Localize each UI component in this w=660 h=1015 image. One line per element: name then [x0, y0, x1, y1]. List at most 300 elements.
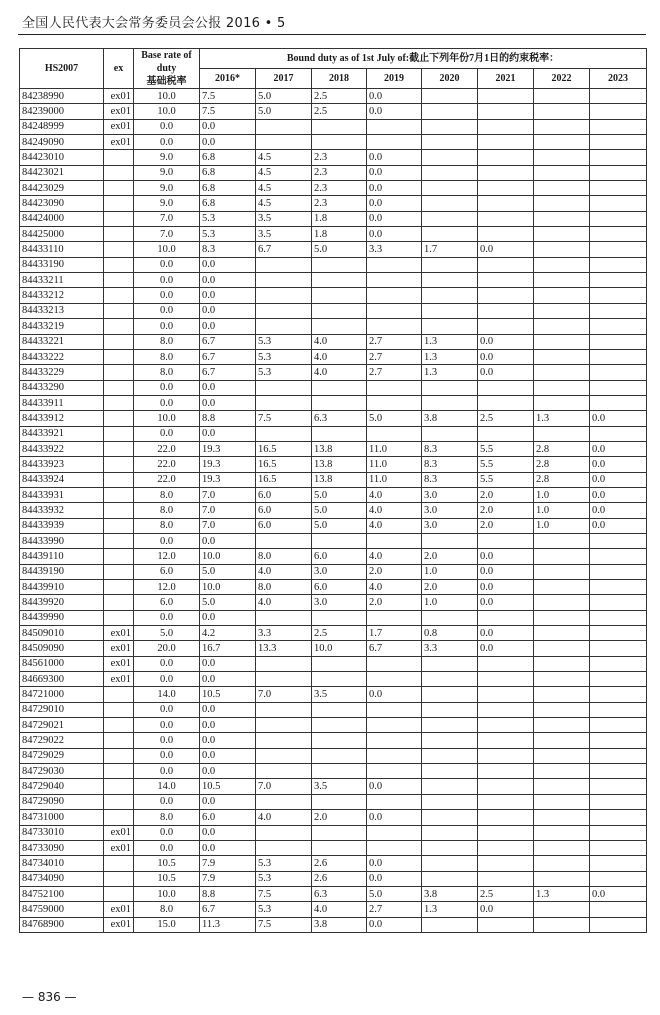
bound-duty-cell	[590, 702, 647, 717]
bound-duty-cell: 5.3	[256, 334, 312, 349]
bound-duty-cell: 7.9	[200, 871, 256, 886]
bound-duty-cell: 4.0	[312, 334, 367, 349]
bound-duty-cell	[590, 917, 647, 932]
table-row	[20, 472, 647, 487]
bound-duty-cell: 1.3	[422, 902, 478, 917]
bound-duty-cell: 0.0	[367, 779, 422, 794]
bound-duty-cell	[478, 794, 534, 809]
bound-duty-cell: 0.0	[200, 135, 256, 150]
hs-code-cell: 84729021	[20, 718, 104, 733]
bound-duty-cell	[590, 119, 647, 134]
base-rate-cell: 7.0	[134, 211, 200, 226]
bound-duty-cell: 1.3	[422, 349, 478, 364]
bound-duty-cell: 2.5	[312, 104, 367, 119]
bound-duty-cell	[422, 840, 478, 855]
bound-duty-cell: 1.7	[367, 626, 422, 641]
bound-duty-cell	[422, 257, 478, 272]
bound-duty-cell: 3.3	[422, 641, 478, 656]
ex-cell: ex01	[104, 917, 134, 932]
table-row	[20, 119, 647, 134]
bound-duty-cell	[534, 257, 590, 272]
bound-duty-cell	[478, 135, 534, 150]
table-row	[20, 718, 647, 733]
bound-duty-cell	[590, 626, 647, 641]
table-row	[20, 641, 647, 656]
base-rate-cell: 10.5	[134, 856, 200, 871]
bound-duty-cell	[367, 702, 422, 717]
bound-duty-cell	[534, 871, 590, 886]
ex-cell: ex01	[104, 104, 134, 119]
bound-duty-cell: 0.0	[367, 227, 422, 242]
ex-cell	[104, 610, 134, 625]
table-row	[20, 810, 647, 825]
ex-cell	[104, 794, 134, 809]
bound-duty-cell: 6.7	[367, 641, 422, 656]
bound-duty-cell: 16.5	[256, 441, 312, 456]
bound-duty-cell	[534, 748, 590, 763]
hs-code-cell: 84433221	[20, 334, 104, 349]
bound-duty-cell: 0.0	[367, 165, 422, 180]
bound-duty-cell	[478, 119, 534, 134]
bound-duty-cell	[422, 672, 478, 687]
bound-duty-cell: 2.0	[478, 518, 534, 533]
bound-duty-cell: 8.0	[256, 580, 312, 595]
table-row	[20, 779, 647, 794]
bound-duty-cell	[478, 856, 534, 871]
hs-code-cell: 84433939	[20, 518, 104, 533]
bound-duty-cell	[478, 104, 534, 119]
bound-duty-cell: 16.5	[256, 472, 312, 487]
bound-duty-cell: 0.0	[200, 426, 256, 441]
bound-duty-cell	[478, 764, 534, 779]
ex-cell	[104, 518, 134, 533]
bound-duty-cell	[422, 702, 478, 717]
bound-duty-cell: 13.8	[312, 472, 367, 487]
bound-duty-cell: 4.5	[256, 181, 312, 196]
bound-duty-cell: 0.0	[590, 487, 647, 502]
bound-duty-cell: 1.0	[422, 564, 478, 579]
bound-duty-cell	[590, 196, 647, 211]
table-row	[20, 487, 647, 502]
base-rate-cell: 0.0	[134, 380, 200, 395]
bound-duty-cell	[312, 672, 367, 687]
bound-duty-cell: 0.0	[200, 288, 256, 303]
bound-duty-cell	[534, 395, 590, 410]
hs-code-cell: 84433110	[20, 242, 104, 257]
base-rate-cell: 0.0	[134, 672, 200, 687]
bound-duty-cell: 5.3	[256, 856, 312, 871]
table-row	[20, 181, 647, 196]
bound-duty-cell	[478, 227, 534, 242]
bound-duty-cell	[534, 288, 590, 303]
bound-duty-cell	[422, 718, 478, 733]
bound-duty-cell	[422, 748, 478, 763]
hs-code-cell: 84433219	[20, 319, 104, 334]
hs-code-cell: 84423029	[20, 181, 104, 196]
bound-duty-cell	[590, 748, 647, 763]
bound-duty-cell: 2.8	[534, 472, 590, 487]
ex-cell	[104, 687, 134, 702]
ex-cell	[104, 733, 134, 748]
bound-duty-cell: 0.0	[200, 764, 256, 779]
bound-duty-cell: 8.3	[422, 441, 478, 456]
ex-cell	[104, 810, 134, 825]
bound-duty-cell: 5.5	[478, 441, 534, 456]
table-row	[20, 349, 647, 364]
bound-duty-cell	[478, 779, 534, 794]
bound-duty-cell	[478, 288, 534, 303]
bound-duty-cell: 6.8	[200, 165, 256, 180]
bound-duty-cell: 13.8	[312, 441, 367, 456]
bound-duty-cell: 3.0	[312, 564, 367, 579]
base-rate-cell: 14.0	[134, 687, 200, 702]
tariff-table-body	[20, 89, 647, 933]
bound-duty-cell	[534, 764, 590, 779]
bound-duty-cell	[422, 733, 478, 748]
bound-duty-cell: 1.0	[422, 595, 478, 610]
bound-duty-cell	[256, 319, 312, 334]
bound-duty-cell	[478, 319, 534, 334]
base-rate-cell: 15.0	[134, 917, 200, 932]
bound-duty-cell	[312, 273, 367, 288]
bound-duty-cell	[367, 395, 422, 410]
table-row	[20, 902, 647, 917]
bound-duty-cell	[367, 533, 422, 548]
bound-duty-cell: 2.3	[312, 181, 367, 196]
bound-duty-cell	[534, 610, 590, 625]
base-rate-header-line-2: duty	[156, 63, 177, 74]
bound-duty-cell	[256, 273, 312, 288]
bound-duty-cell: 0.0	[478, 334, 534, 349]
hs-code-cell: 84439920	[20, 595, 104, 610]
base-rate-cell: 0.0	[134, 273, 200, 288]
hs-code-cell: 84433912	[20, 411, 104, 426]
ex-cell: ex01	[104, 89, 134, 104]
bound-duty-cell	[312, 426, 367, 441]
bound-duty-cell: 7.0	[200, 518, 256, 533]
bound-duty-cell	[590, 871, 647, 886]
bound-duty-cell: 6.0	[256, 503, 312, 518]
base-rate-cell: 8.0	[134, 902, 200, 917]
table-row	[20, 395, 647, 410]
bound-duty-cell	[478, 196, 534, 211]
base-rate-cell: 0.0	[134, 748, 200, 763]
base-rate-cell: 5.0	[134, 626, 200, 641]
bound-duty-cell: 2.7	[367, 349, 422, 364]
ex-cell	[104, 764, 134, 779]
bound-duty-cell: 6.8	[200, 196, 256, 211]
bound-duty-cell	[312, 825, 367, 840]
table-row	[20, 764, 647, 779]
bound-duty-cell	[256, 257, 312, 272]
bound-duty-cell	[367, 672, 422, 687]
ex-cell	[104, 257, 134, 272]
base-rate-cell: 6.0	[134, 595, 200, 610]
bound-duty-cell	[312, 610, 367, 625]
hs-code-cell: 84509090	[20, 641, 104, 656]
bound-duty-cell: 2.7	[367, 334, 422, 349]
hs-code-cell: 84423010	[20, 150, 104, 165]
bound-duty-cell: 0.0	[200, 702, 256, 717]
bound-duty-header: Bound duty as of 1st July of:截止下列年份7月1日的约束税率：	[200, 49, 647, 69]
hs-code-cell: 84669300	[20, 672, 104, 687]
bound-duty-cell	[256, 426, 312, 441]
bound-duty-cell: 4.0	[256, 564, 312, 579]
bound-duty-cell: 0.0	[590, 411, 647, 426]
ex-cell	[104, 856, 134, 871]
bound-duty-cell: 0.0	[367, 856, 422, 871]
bound-duty-cell	[590, 165, 647, 180]
bound-duty-cell	[534, 902, 590, 917]
hs-code-cell: 84433921	[20, 426, 104, 441]
bound-duty-cell	[367, 794, 422, 809]
bound-duty-cell	[534, 779, 590, 794]
bound-duty-cell	[478, 610, 534, 625]
bound-duty-cell: 2.5	[312, 89, 367, 104]
bound-duty-cell	[534, 196, 590, 211]
bound-duty-cell: 3.0	[422, 518, 478, 533]
bound-duty-cell	[312, 748, 367, 763]
bound-duty-cell: 0.0	[367, 150, 422, 165]
bound-duty-cell	[534, 181, 590, 196]
table-row	[20, 319, 647, 334]
bound-duty-cell	[422, 303, 478, 318]
table-row	[20, 533, 647, 548]
year-header: 2020	[422, 69, 478, 89]
ex-cell	[104, 580, 134, 595]
bound-duty-cell: 7.0	[256, 687, 312, 702]
table-row	[20, 595, 647, 610]
bound-duty-cell	[534, 135, 590, 150]
bound-duty-cell	[312, 840, 367, 855]
table-row	[20, 365, 647, 380]
bound-duty-cell	[422, 135, 478, 150]
ex-cell	[104, 150, 134, 165]
base-rate-cell: 0.0	[134, 610, 200, 625]
bound-duty-cell	[590, 779, 647, 794]
bound-duty-cell	[534, 365, 590, 380]
bound-duty-cell	[478, 257, 534, 272]
bound-duty-cell	[367, 825, 422, 840]
base-rate-cell: 0.0	[134, 764, 200, 779]
bound-duty-cell	[478, 687, 534, 702]
ex-cell	[104, 718, 134, 733]
ex-cell	[104, 748, 134, 763]
table-row	[20, 564, 647, 579]
hs-code-cell: 84433190	[20, 257, 104, 272]
bound-duty-cell: 19.3	[200, 457, 256, 472]
bound-duty-cell	[422, 656, 478, 671]
hs-code-cell: 84238990	[20, 89, 104, 104]
bound-duty-cell: 5.5	[478, 457, 534, 472]
bound-duty-cell	[534, 119, 590, 134]
bound-duty-cell	[590, 135, 647, 150]
year-header: 2021	[478, 69, 534, 89]
ex-cell	[104, 380, 134, 395]
bound-duty-cell: 19.3	[200, 472, 256, 487]
base-rate-cell: 9.0	[134, 181, 200, 196]
bound-duty-cell: 10.0	[312, 641, 367, 656]
bound-duty-cell	[367, 257, 422, 272]
bound-duty-cell	[312, 135, 367, 150]
bound-duty-cell: 3.0	[422, 503, 478, 518]
bound-duty-cell	[534, 794, 590, 809]
hs-code-cell: 84239000	[20, 104, 104, 119]
bound-duty-cell	[478, 181, 534, 196]
bound-duty-cell	[534, 104, 590, 119]
bound-duty-cell: 4.5	[256, 196, 312, 211]
bound-duty-cell: 5.0	[312, 242, 367, 257]
ex-cell	[104, 303, 134, 318]
bound-duty-cell: 7.9	[200, 856, 256, 871]
bound-duty-cell: 6.0	[312, 549, 367, 564]
bound-duty-cell: 6.3	[312, 411, 367, 426]
bound-duty-cell: 2.0	[422, 580, 478, 595]
ex-cell	[104, 334, 134, 349]
base-rate-cell: 0.0	[134, 794, 200, 809]
hs-code-cell: 84433290	[20, 380, 104, 395]
bound-duty-cell: 2.5	[312, 626, 367, 641]
bound-duty-cell: 0.0	[367, 810, 422, 825]
bound-duty-cell: 0.0	[478, 580, 534, 595]
year-header: 2023	[590, 69, 647, 89]
bound-duty-cell	[312, 733, 367, 748]
bound-duty-cell	[367, 380, 422, 395]
bound-duty-cell: 1.0	[534, 487, 590, 502]
bound-duty-cell: 6.0	[256, 487, 312, 502]
bound-duty-cell	[534, 687, 590, 702]
bound-duty-cell: 1.3	[422, 365, 478, 380]
bound-duty-cell	[367, 135, 422, 150]
bound-duty-cell	[534, 810, 590, 825]
base-rate-cell: 9.0	[134, 150, 200, 165]
bound-duty-cell: 6.8	[200, 150, 256, 165]
bound-duty-cell: 6.7	[200, 902, 256, 917]
bound-duty-cell	[256, 656, 312, 671]
table-row	[20, 687, 647, 702]
base-rate-cell: 0.0	[134, 135, 200, 150]
bound-duty-cell	[590, 595, 647, 610]
hs-code-cell: 84423090	[20, 196, 104, 211]
bound-duty-cell	[534, 334, 590, 349]
bound-duty-cell	[534, 211, 590, 226]
bound-duty-cell: 8.0	[256, 549, 312, 564]
bound-duty-cell	[478, 273, 534, 288]
bound-duty-cell	[590, 533, 647, 548]
bound-duty-cell	[534, 733, 590, 748]
table-row	[20, 656, 647, 671]
ex-cell: ex01	[104, 840, 134, 855]
bound-duty-cell: 0.0	[478, 626, 534, 641]
bound-duty-cell	[478, 840, 534, 855]
bound-duty-cell	[367, 303, 422, 318]
bound-duty-cell: 7.0	[256, 779, 312, 794]
bound-duty-cell	[422, 871, 478, 886]
bound-duty-cell: 0.0	[200, 672, 256, 687]
ex-cell	[104, 288, 134, 303]
bound-duty-cell: 5.0	[367, 411, 422, 426]
hs-code-header: HS2007	[20, 49, 104, 89]
bound-duty-cell: 0.0	[478, 549, 534, 564]
year-header: 2019	[367, 69, 422, 89]
base-rate-cell: 8.0	[134, 810, 200, 825]
hs-code-cell: 84729022	[20, 733, 104, 748]
base-rate-cell: 8.0	[134, 334, 200, 349]
bound-duty-cell: 4.0	[367, 518, 422, 533]
base-rate-cell: 10.5	[134, 871, 200, 886]
bound-duty-cell	[590, 365, 647, 380]
ex-cell	[104, 242, 134, 257]
bound-duty-cell	[256, 610, 312, 625]
table-row	[20, 917, 647, 932]
hs-code-cell: 84433923	[20, 457, 104, 472]
bound-duty-cell	[534, 227, 590, 242]
page-number: — 836 —	[22, 990, 77, 1004]
bound-duty-cell: 7.0	[200, 503, 256, 518]
bound-duty-cell	[422, 181, 478, 196]
bound-duty-cell	[534, 349, 590, 364]
page-header: 全国人民代表大会常务委员会公报 2016 • 5	[22, 16, 286, 31]
bound-duty-cell	[367, 733, 422, 748]
bound-duty-cell: 2.0	[367, 595, 422, 610]
bound-duty-cell	[256, 303, 312, 318]
ex-cell: ex01	[104, 656, 134, 671]
base-rate-cell: 0.0	[134, 733, 200, 748]
bound-duty-cell	[367, 748, 422, 763]
base-rate-cell: 22.0	[134, 457, 200, 472]
bound-duty-cell	[422, 917, 478, 932]
base-rate-cell: 9.0	[134, 196, 200, 211]
table-row	[20, 89, 647, 104]
bound-duty-cell	[422, 779, 478, 794]
bound-duty-cell	[534, 150, 590, 165]
bound-duty-cell	[478, 426, 534, 441]
bound-duty-cell: 3.3	[256, 626, 312, 641]
bound-duty-cell	[312, 656, 367, 671]
bound-duty-cell: 6.8	[200, 181, 256, 196]
bound-duty-cell	[478, 380, 534, 395]
ex-cell: ex01	[104, 135, 134, 150]
bound-duty-cell	[422, 810, 478, 825]
bound-duty-cell	[590, 319, 647, 334]
bound-duty-cell: 0.0	[590, 518, 647, 533]
table-row	[20, 441, 647, 456]
bound-duty-cell	[422, 764, 478, 779]
bound-duty-cell: 5.0	[367, 886, 422, 901]
bound-duty-cell	[367, 273, 422, 288]
bound-duty-cell	[367, 764, 422, 779]
bound-duty-cell: 5.0	[312, 518, 367, 533]
bound-duty-cell	[478, 150, 534, 165]
table-row	[20, 748, 647, 763]
bound-duty-cell: 0.0	[200, 273, 256, 288]
table-row	[20, 840, 647, 855]
table-row	[20, 303, 647, 318]
hs-code-cell: 84433229	[20, 365, 104, 380]
table-row	[20, 856, 647, 871]
hs-code-cell: 84249090	[20, 135, 104, 150]
base-rate-cell: 0.0	[134, 840, 200, 855]
bound-duty-cell: 0.0	[367, 211, 422, 226]
base-rate-cell: 8.0	[134, 487, 200, 502]
base-rate-cell: 7.0	[134, 227, 200, 242]
bound-duty-cell: 6.7	[200, 334, 256, 349]
bound-duty-cell	[422, 610, 478, 625]
bound-duty-cell: 0.0	[367, 89, 422, 104]
base-rate-cell: 0.0	[134, 656, 200, 671]
bound-duty-cell: 0.0	[367, 196, 422, 211]
table-row	[20, 518, 647, 533]
